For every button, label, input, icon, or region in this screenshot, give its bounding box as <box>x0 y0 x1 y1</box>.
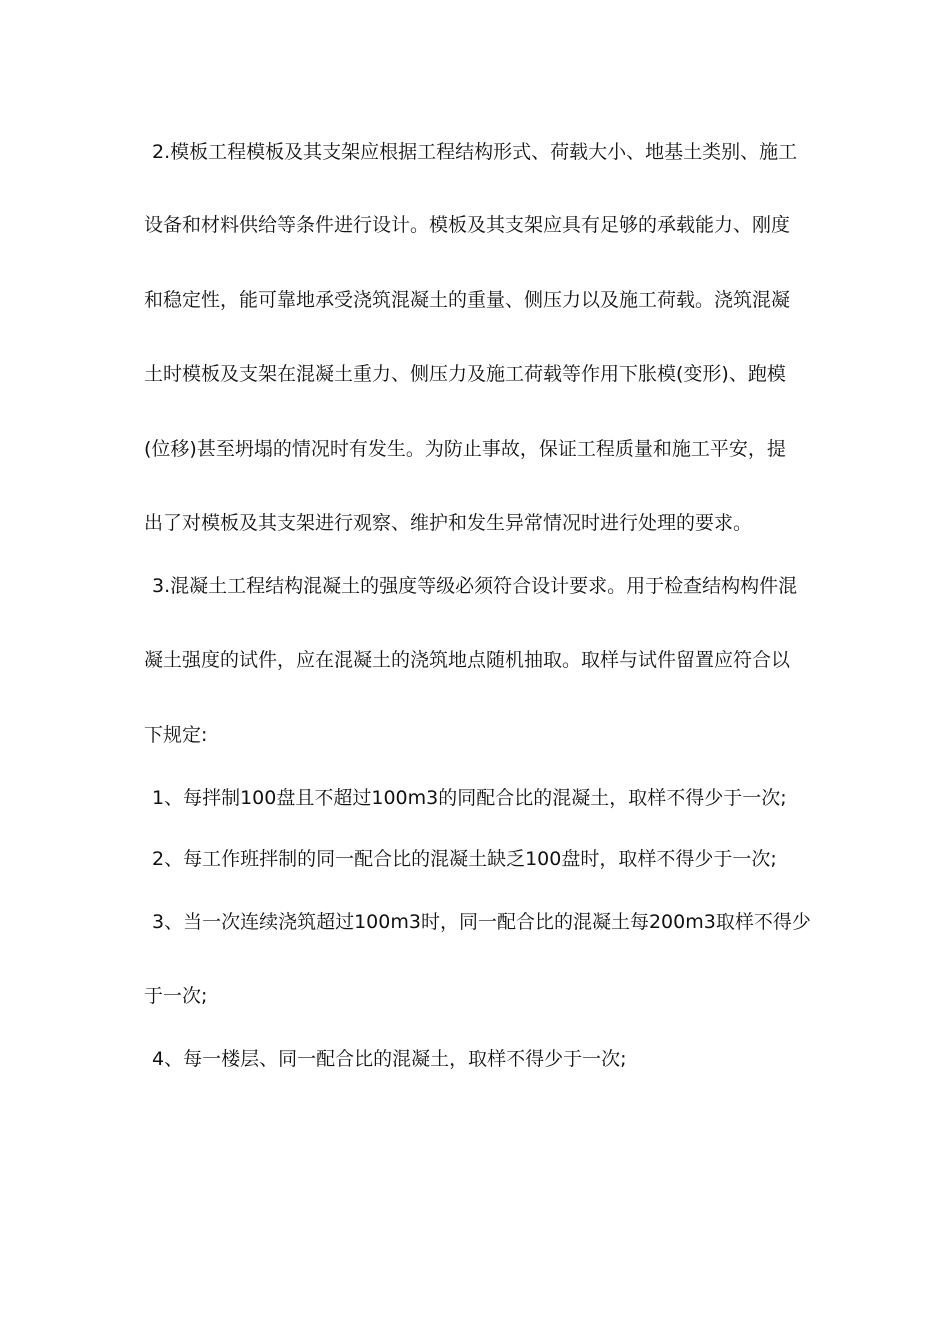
rule-item-4: 4、每一楼层、同一配合比的混凝土，取样不得少于一次; <box>152 1048 627 1070</box>
paragraph-2-line-4: 土时模板及支架在混凝土重力、侧压力及施工荷载等作用下胀模(变形)、跑模 <box>144 363 786 385</box>
paragraph-2-line-5: (位移)甚至坍塌的情况时有发生。为防止事故，保证工程质量和施工平安，提 <box>144 438 786 460</box>
rule-item-3-line-1: 3、当一次连续浇筑超过100m3时，同一配合比的混凝土每200m3取样不得少 <box>152 911 811 933</box>
rule-item-3-line-2: 于一次; <box>144 985 208 1007</box>
rule-item-2: 2、每工作班拌制的同一配合比的混凝土缺乏100盘时，取样不得少于一次; <box>152 848 777 870</box>
rule-item-1: 1、每拌制100盘且不超过100m3的同配合比的混凝土，取样不得少于一次; <box>152 787 787 809</box>
paragraph-2-line-3: 和稳定性，能可靠地承受浇筑混凝土的重量、侧压力以及施工荷载。浇筑混凝 <box>144 289 791 311</box>
paragraph-2-line-6: 出了对模板及其支架进行观察、维护和发生异常情况时进行处理的要求。 <box>144 512 753 534</box>
paragraph-3-line-1: 3.混凝土工程结构混凝土的强度等级必须符合设计要求。用于检查结构构件混 <box>152 575 798 597</box>
paragraph-2-line-2: 设备和材料供给等条件进行设计。模板及其支架应具有足够的承载能力、刚度 <box>144 214 791 236</box>
paragraph-3-line-3: 下规定: <box>144 724 208 746</box>
paragraph-3-line-2: 凝土强度的试件，应在混凝土的浇筑地点随机抽取。取样与试件留置应符合以 <box>144 649 791 671</box>
paragraph-2-line-1: 2.模板工程模板及其支架应根据工程结构形式、荷载大小、地基土类别、施工 <box>152 141 798 163</box>
